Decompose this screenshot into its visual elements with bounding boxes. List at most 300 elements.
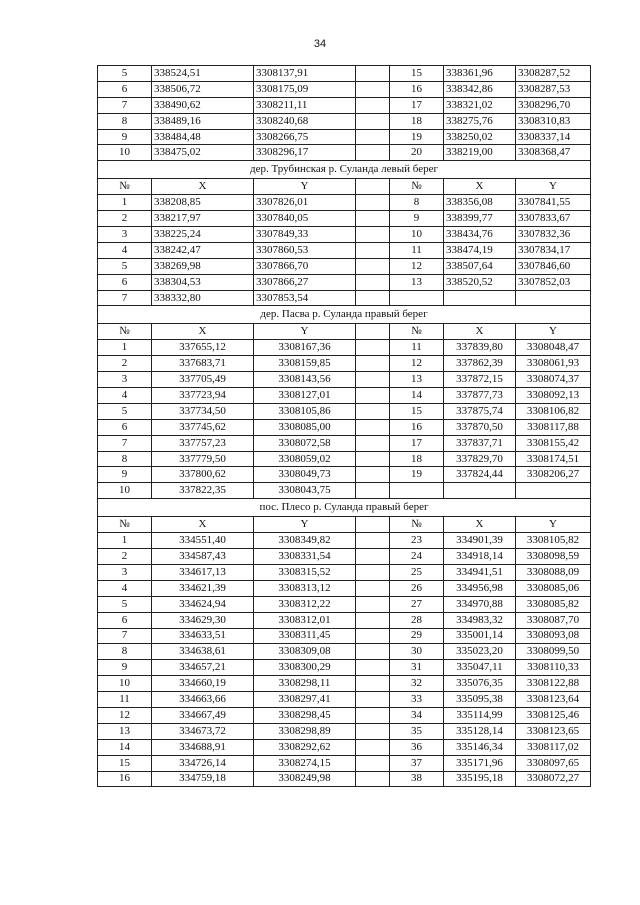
page-number: 34	[313, 38, 327, 50]
y-coordinate-cell: 3307834,17	[516, 242, 591, 258]
x-coordinate-cell: 337862,39	[444, 356, 516, 372]
y-coordinate-cell: 3308061,93	[516, 356, 591, 372]
x-coordinate-cell: 334759,18	[152, 771, 254, 787]
x-coordinate-cell: 337745,62	[152, 419, 254, 435]
point-number-cell: 4	[98, 580, 152, 596]
y-coordinate-cell: 3307826,01	[254, 195, 356, 211]
y-coordinate-cell: 3308085,00	[254, 419, 356, 435]
table-row	[98, 274, 591, 290]
spacer-cell	[356, 628, 390, 644]
y-coordinate-cell: 3308174,51	[516, 451, 591, 467]
y-coordinate-cell: 3308159,85	[254, 356, 356, 372]
y-coordinate-cell: 3308087,70	[516, 612, 591, 628]
table-row	[98, 676, 591, 692]
spacer-cell	[356, 676, 390, 692]
point-number-cell: 18	[390, 113, 444, 129]
spacer-cell	[356, 580, 390, 596]
point-number-cell	[390, 483, 444, 499]
y-coordinate-cell: 3308099,50	[516, 644, 591, 660]
x-coordinate-cell: 338321,02	[444, 97, 516, 113]
y-coordinate-cell: 3308337,14	[516, 129, 591, 145]
y-coordinate-cell: 3308311,45	[254, 628, 356, 644]
table-row	[98, 467, 591, 483]
point-number-cell: 31	[390, 660, 444, 676]
x-coordinate-cell: 338434,76	[444, 227, 516, 243]
column-header-num: №	[98, 324, 152, 340]
y-coordinate-cell: 3308127,01	[254, 388, 356, 404]
spacer-cell	[356, 451, 390, 467]
point-number-cell: 6	[98, 81, 152, 97]
column-header-x: X	[444, 179, 516, 195]
spacer-cell	[356, 596, 390, 612]
point-number-cell: 10	[390, 227, 444, 243]
x-coordinate-cell: 338507,64	[444, 258, 516, 274]
spacer-cell	[356, 549, 390, 565]
x-coordinate-cell: 337800,62	[152, 467, 254, 483]
point-number-cell: 1	[98, 533, 152, 549]
spacer-cell	[356, 483, 390, 499]
point-number-cell: 18	[390, 451, 444, 467]
point-number-cell: 5	[98, 403, 152, 419]
x-coordinate-cell: 334633,51	[152, 628, 254, 644]
point-number-cell: 2	[98, 211, 152, 227]
table-row	[98, 372, 591, 388]
spacer-cell	[356, 81, 390, 97]
point-number-cell: 37	[390, 755, 444, 771]
x-coordinate-cell: 337822,35	[152, 483, 254, 499]
table-row	[98, 451, 591, 467]
x-coordinate-cell: 334587,43	[152, 549, 254, 565]
x-coordinate-cell: 337870,50	[444, 419, 516, 435]
table-row	[98, 129, 591, 145]
x-coordinate-cell: 334657,21	[152, 660, 254, 676]
y-coordinate-cell: 3308287,53	[516, 81, 591, 97]
column-header-x: X	[152, 179, 254, 195]
point-number-cell: 34	[390, 707, 444, 723]
point-number-cell: 27	[390, 596, 444, 612]
y-coordinate-cell: 3308309,08	[254, 644, 356, 660]
y-coordinate-cell: 3308123,65	[516, 723, 591, 739]
spacer-cell	[356, 179, 390, 195]
x-coordinate-cell: 338475,02	[152, 145, 254, 161]
point-number-cell: 10	[98, 483, 152, 499]
y-coordinate-cell: 3308098,59	[516, 549, 591, 565]
point-number-cell: 15	[390, 403, 444, 419]
x-coordinate-cell: 337829,70	[444, 451, 516, 467]
point-number-cell: 14	[390, 388, 444, 404]
x-coordinate-cell: 338520,52	[444, 274, 516, 290]
y-coordinate-cell: 3307841,55	[516, 195, 591, 211]
point-number-cell: 6	[98, 274, 152, 290]
y-coordinate-cell: 3308266,75	[254, 129, 356, 145]
x-coordinate-cell: 338399,77	[444, 211, 516, 227]
y-coordinate-cell: 3308298,89	[254, 723, 356, 739]
point-number-cell: 19	[390, 129, 444, 145]
point-number-cell	[390, 290, 444, 306]
table-row	[98, 290, 591, 306]
x-coordinate-cell: 338242,47	[152, 242, 254, 258]
column-header-row	[98, 324, 591, 340]
point-number-cell: 7	[98, 628, 152, 644]
y-coordinate-cell: 3308049,73	[254, 467, 356, 483]
x-coordinate-cell: 337683,71	[152, 356, 254, 372]
column-header-y: Y	[516, 179, 591, 195]
x-coordinate-cell: 338489,16	[152, 113, 254, 129]
x-coordinate-cell: 338490,62	[152, 97, 254, 113]
x-coordinate-cell: 337723,94	[152, 388, 254, 404]
point-number-cell: 8	[98, 644, 152, 660]
column-header-num: №	[390, 324, 444, 340]
point-number-cell: 3	[98, 564, 152, 580]
x-coordinate-cell: 334956,98	[444, 580, 516, 596]
point-number-cell: 7	[98, 435, 152, 451]
y-coordinate-cell: 3308143,56	[254, 372, 356, 388]
y-coordinate-cell: 3308122,88	[516, 676, 591, 692]
x-coordinate-cell: 335023,20	[444, 644, 516, 660]
point-number-cell: 23	[390, 533, 444, 549]
spacer-cell	[356, 435, 390, 451]
column-header-y: Y	[254, 517, 356, 533]
x-coordinate-cell: 335171,96	[444, 755, 516, 771]
table-row	[98, 258, 591, 274]
section-title: пос. Плесо р. Суланда правый берег	[98, 499, 591, 517]
spacer-cell	[356, 564, 390, 580]
y-coordinate-cell: 3308211,11	[254, 97, 356, 113]
y-coordinate-cell: 3308296,70	[516, 97, 591, 113]
table-row	[98, 533, 591, 549]
table-row	[98, 483, 591, 499]
point-number-cell: 9	[98, 467, 152, 483]
x-coordinate-cell: 334624,94	[152, 596, 254, 612]
spacer-cell	[356, 66, 390, 82]
y-coordinate-cell: 3308298,11	[254, 676, 356, 692]
point-number-cell: 11	[390, 242, 444, 258]
point-number-cell: 28	[390, 612, 444, 628]
x-coordinate-cell: 338269,98	[152, 258, 254, 274]
y-coordinate-cell: 3308240,68	[254, 113, 356, 129]
point-number-cell: 30	[390, 644, 444, 660]
x-coordinate-cell: 335076,35	[444, 676, 516, 692]
spacer-cell	[356, 324, 390, 340]
spacer-cell	[356, 517, 390, 533]
table-row	[98, 771, 591, 787]
y-coordinate-cell: 3308155,42	[516, 435, 591, 451]
point-number-cell: 10	[98, 145, 152, 161]
x-coordinate-cell: 338342,86	[444, 81, 516, 97]
point-number-cell: 17	[390, 435, 444, 451]
column-header-num: №	[98, 179, 152, 195]
table-row	[98, 97, 591, 113]
spacer-cell	[356, 723, 390, 739]
table-row	[98, 403, 591, 419]
y-coordinate-cell: 3308292,62	[254, 739, 356, 755]
point-number-cell: 29	[390, 628, 444, 644]
x-coordinate-cell: 334638,61	[152, 644, 254, 660]
table-row	[98, 195, 591, 211]
table-row	[98, 113, 591, 129]
y-coordinate-cell: 3307853,54	[254, 290, 356, 306]
point-number-cell: 6	[98, 419, 152, 435]
y-coordinate-cell: 3308059,02	[254, 451, 356, 467]
point-number-cell: 12	[390, 258, 444, 274]
x-coordinate-cell: 334970,88	[444, 596, 516, 612]
x-coordinate-cell: 338484,48	[152, 129, 254, 145]
table-row	[98, 388, 591, 404]
y-coordinate-cell: 3308105,86	[254, 403, 356, 419]
table-row	[98, 145, 591, 161]
x-coordinate-cell: 334983,32	[444, 612, 516, 628]
x-coordinate-cell: 335095,38	[444, 692, 516, 708]
column-header-num: №	[390, 179, 444, 195]
spacer-cell	[356, 211, 390, 227]
x-coordinate-cell: 338474,19	[444, 242, 516, 258]
point-number-cell: 17	[390, 97, 444, 113]
point-number-cell: 36	[390, 739, 444, 755]
y-coordinate-cell: 3308137,91	[254, 66, 356, 82]
spacer-cell	[356, 242, 390, 258]
column-header-x: X	[152, 517, 254, 533]
y-coordinate-cell: 3307840,05	[254, 211, 356, 227]
y-coordinate-cell	[516, 483, 591, 499]
column-header-y: Y	[516, 517, 591, 533]
spacer-cell	[356, 739, 390, 755]
point-number-cell: 2	[98, 356, 152, 372]
section-title: дер. Пасва р. Суланда правый берег	[98, 306, 591, 324]
column-header-num: №	[98, 517, 152, 533]
y-coordinate-cell: 3308105,82	[516, 533, 591, 549]
y-coordinate-cell: 3308249,98	[254, 771, 356, 787]
spacer-cell	[356, 771, 390, 787]
table-row	[98, 211, 591, 227]
point-number-cell: 15	[390, 66, 444, 82]
y-coordinate-cell: 3308110,33	[516, 660, 591, 676]
point-number-cell: 24	[390, 549, 444, 565]
x-coordinate-cell: 338506,72	[152, 81, 254, 97]
x-coordinate-cell: 338225,24	[152, 227, 254, 243]
point-number-cell: 7	[98, 290, 152, 306]
spacer-cell	[356, 290, 390, 306]
column-header-row	[98, 179, 591, 195]
table-row	[98, 596, 591, 612]
spacer-cell	[356, 113, 390, 129]
point-number-cell: 1	[98, 195, 152, 211]
point-number-cell: 13	[390, 372, 444, 388]
x-coordinate-cell: 338524,51	[152, 66, 254, 82]
y-coordinate-cell: 3308074,37	[516, 372, 591, 388]
point-number-cell: 8	[98, 113, 152, 129]
y-coordinate-cell: 3308349,82	[254, 533, 356, 549]
spacer-cell	[356, 388, 390, 404]
x-coordinate-cell: 334901,39	[444, 533, 516, 549]
table-row	[98, 612, 591, 628]
y-coordinate-cell	[516, 290, 591, 306]
y-coordinate-cell: 3308287,52	[516, 66, 591, 82]
point-number-cell: 9	[98, 660, 152, 676]
table-row	[98, 707, 591, 723]
y-coordinate-cell: 3308296,17	[254, 145, 356, 161]
spacer-cell	[356, 533, 390, 549]
y-coordinate-cell: 3307849,33	[254, 227, 356, 243]
point-number-cell: 9	[98, 129, 152, 145]
y-coordinate-cell: 3307846,60	[516, 258, 591, 274]
x-coordinate-cell: 337655,12	[152, 340, 254, 356]
spacer-cell	[356, 195, 390, 211]
y-coordinate-cell: 3308088,09	[516, 564, 591, 580]
y-coordinate-cell: 3308093,08	[516, 628, 591, 644]
y-coordinate-cell: 3308085,82	[516, 596, 591, 612]
section-heading-row	[98, 306, 591, 324]
y-coordinate-cell: 3308072,27	[516, 771, 591, 787]
point-number-cell: 7	[98, 97, 152, 113]
spacer-cell	[356, 467, 390, 483]
table-row	[98, 755, 591, 771]
point-number-cell: 25	[390, 564, 444, 580]
y-coordinate-cell: 3308315,52	[254, 564, 356, 580]
y-coordinate-cell: 3307832,36	[516, 227, 591, 243]
table-row	[98, 549, 591, 565]
x-coordinate-cell: 334621,39	[152, 580, 254, 596]
section-title: дер. Трубинская р. Суланда левый берег	[98, 161, 591, 179]
x-coordinate-cell: 337705,49	[152, 372, 254, 388]
x-coordinate-cell: 337837,71	[444, 435, 516, 451]
y-coordinate-cell: 3308117,02	[516, 739, 591, 755]
table-row	[98, 564, 591, 580]
spacer-cell	[356, 356, 390, 372]
x-coordinate-cell: 338250,02	[444, 129, 516, 145]
point-number-cell: 4	[98, 388, 152, 404]
column-header-y: Y	[254, 179, 356, 195]
x-coordinate-cell: 338361,96	[444, 66, 516, 82]
x-coordinate-cell: 337839,80	[444, 340, 516, 356]
x-coordinate-cell: 338332,80	[152, 290, 254, 306]
column-header-x: X	[152, 324, 254, 340]
point-number-cell: 3	[98, 227, 152, 243]
y-coordinate-cell: 3308298,45	[254, 707, 356, 723]
x-coordinate-cell: 337757,23	[152, 435, 254, 451]
x-coordinate-cell: 334688,91	[152, 739, 254, 755]
spacer-cell	[356, 145, 390, 161]
x-coordinate-cell: 338219,00	[444, 145, 516, 161]
point-number-cell: 26	[390, 580, 444, 596]
spacer-cell	[356, 707, 390, 723]
spacer-cell	[356, 660, 390, 676]
column-header-x: X	[444, 517, 516, 533]
point-number-cell: 14	[98, 739, 152, 755]
column-header-y: Y	[254, 324, 356, 340]
x-coordinate-cell: 337734,50	[152, 403, 254, 419]
y-coordinate-cell: 3308274,15	[254, 755, 356, 771]
point-number-cell: 2	[98, 549, 152, 565]
y-coordinate-cell: 3308106,82	[516, 403, 591, 419]
spacer-cell	[356, 755, 390, 771]
x-coordinate-cell: 334663,66	[152, 692, 254, 708]
x-coordinate-cell: 338275,76	[444, 113, 516, 129]
x-coordinate-cell	[444, 483, 516, 499]
point-number-cell: 6	[98, 612, 152, 628]
point-number-cell: 16	[390, 81, 444, 97]
x-coordinate-cell: 334667,49	[152, 707, 254, 723]
table-row	[98, 644, 591, 660]
point-number-cell: 12	[98, 707, 152, 723]
table-row	[98, 580, 591, 596]
y-coordinate-cell: 3308312,01	[254, 612, 356, 628]
table-row	[98, 419, 591, 435]
section-heading-row	[98, 499, 591, 517]
x-coordinate-cell: 334918,14	[444, 549, 516, 565]
point-number-cell: 8	[98, 451, 152, 467]
spacer-cell	[356, 372, 390, 388]
point-number-cell: 16	[98, 771, 152, 787]
point-number-cell: 20	[390, 145, 444, 161]
table-row	[98, 242, 591, 258]
y-coordinate-cell: 3308297,41	[254, 692, 356, 708]
point-number-cell: 4	[98, 242, 152, 258]
y-coordinate-cell: 3308048,47	[516, 340, 591, 356]
spacer-cell	[356, 129, 390, 145]
spacer-cell	[356, 419, 390, 435]
point-number-cell: 15	[98, 755, 152, 771]
y-coordinate-cell: 3308368,47	[516, 145, 591, 161]
spacer-cell	[356, 340, 390, 356]
table-row	[98, 723, 591, 739]
column-header-y: Y	[516, 324, 591, 340]
x-coordinate-cell: 338356,08	[444, 195, 516, 211]
y-coordinate-cell: 3308097,65	[516, 755, 591, 771]
x-coordinate-cell: 334617,13	[152, 564, 254, 580]
point-number-cell: 11	[390, 340, 444, 356]
x-coordinate-cell: 335195,18	[444, 771, 516, 787]
y-coordinate-cell: 3308092,13	[516, 388, 591, 404]
x-coordinate-cell: 337877,73	[444, 388, 516, 404]
spacer-cell	[356, 227, 390, 243]
y-coordinate-cell: 3308167,36	[254, 340, 356, 356]
y-coordinate-cell: 3307860,53	[254, 242, 356, 258]
x-coordinate-cell: 335128,14	[444, 723, 516, 739]
x-coordinate-cell: 338208,85	[152, 195, 254, 211]
y-coordinate-cell: 3308300,29	[254, 660, 356, 676]
column-header-x: X	[444, 324, 516, 340]
x-coordinate-cell: 335047,11	[444, 660, 516, 676]
point-number-cell: 11	[98, 692, 152, 708]
table-row	[98, 227, 591, 243]
y-coordinate-cell: 3308117,88	[516, 419, 591, 435]
point-number-cell: 8	[390, 195, 444, 211]
y-coordinate-cell: 3308072,58	[254, 435, 356, 451]
point-number-cell: 3	[98, 372, 152, 388]
table-row	[98, 81, 591, 97]
x-coordinate-cell: 334941,51	[444, 564, 516, 580]
spacer-cell	[356, 258, 390, 274]
x-coordinate-cell: 334629,30	[152, 612, 254, 628]
point-number-cell: 35	[390, 723, 444, 739]
column-header-row	[98, 517, 591, 533]
x-coordinate-cell: 335001,14	[444, 628, 516, 644]
x-coordinate-cell: 337875,74	[444, 403, 516, 419]
point-number-cell: 16	[390, 419, 444, 435]
point-number-cell: 10	[98, 676, 152, 692]
table-row	[98, 340, 591, 356]
y-coordinate-cell: 3307866,70	[254, 258, 356, 274]
spacer-cell	[356, 274, 390, 290]
x-coordinate-cell: 337779,50	[152, 451, 254, 467]
point-number-cell: 9	[390, 211, 444, 227]
x-coordinate-cell: 335114,99	[444, 707, 516, 723]
table-row	[98, 66, 591, 82]
point-number-cell: 5	[98, 258, 152, 274]
point-number-cell: 5	[98, 66, 152, 82]
table-row	[98, 628, 591, 644]
column-header-num: №	[390, 517, 444, 533]
